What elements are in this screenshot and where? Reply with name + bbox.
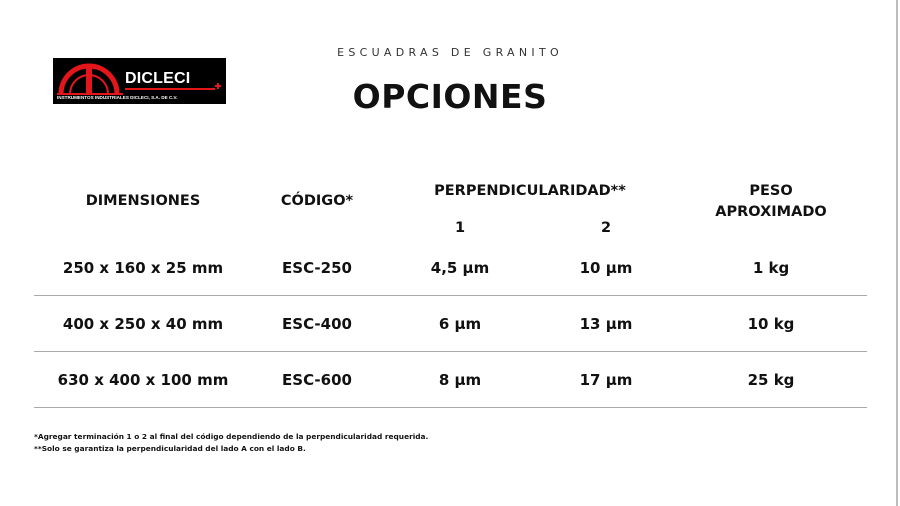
footnotes <box>34 431 428 455</box>
row-1-perp-2: 10 µm <box>579 259 633 277</box>
footnote-codigo: *Agregar terminación 1 o 2 al final del código dependiendo de la perpendicularidad requerida. <box>34 432 429 441</box>
row-2-perp-1: 6 µm <box>438 315 482 333</box>
header-codigo: CÓDIGO* <box>280 193 354 209</box>
header-peso-aproximado: APROXIMADO <box>715 204 827 220</box>
slide-right-border <box>896 0 898 506</box>
page-title: OPCIONES <box>352 77 548 116</box>
logo-tagline: INSTRUMENTOS INDUSTRIALES DICLECI, S.A. DE C.V. <box>57 95 178 100</box>
row-3-perp-1: 8 µm <box>438 371 482 389</box>
row-2-perp-2: 13 µm <box>579 315 633 333</box>
row-3-codigo: ESC-600 <box>282 371 352 389</box>
row-2-codigo: ESC-400 <box>282 315 352 333</box>
row-2-peso: 10 kg <box>747 315 795 333</box>
row-1-peso: 1 kg <box>752 259 790 277</box>
row-divider <box>34 351 867 352</box>
row-1-perp-1: 4,5 µm <box>430 259 490 277</box>
header-peso: PESO <box>749 183 793 199</box>
logo-brand-text: DICLECI <box>125 70 191 87</box>
row-3-peso: 25 kg <box>747 371 795 389</box>
footnote-perpendicularidad: **Solo se garantiza la perpendicularidad del lado A con el lado B. <box>34 444 306 453</box>
row-divider <box>34 295 867 296</box>
row-divider <box>34 407 867 408</box>
row-1-codigo: ESC-250 <box>282 259 352 277</box>
row-1-dimensiones: 250 x 160 x 25 mm <box>62 259 224 277</box>
header-perpendicularidad: PERPENDICULARIDAD** <box>434 183 626 199</box>
header-dimensiones: DIMENSIONES <box>85 193 201 209</box>
row-3-dimensiones: 630 x 400 x 100 mm <box>57 371 229 389</box>
page-subtitle: ESCUADRAS DE GRANITO <box>337 46 563 59</box>
header-perpendicularidad-2: 2 <box>600 220 612 236</box>
row-2-dimensiones: 400 x 250 x 40 mm <box>62 315 224 333</box>
header-perpendicularidad-1: 1 <box>454 220 466 236</box>
row-3-perp-2: 17 µm <box>579 371 633 389</box>
